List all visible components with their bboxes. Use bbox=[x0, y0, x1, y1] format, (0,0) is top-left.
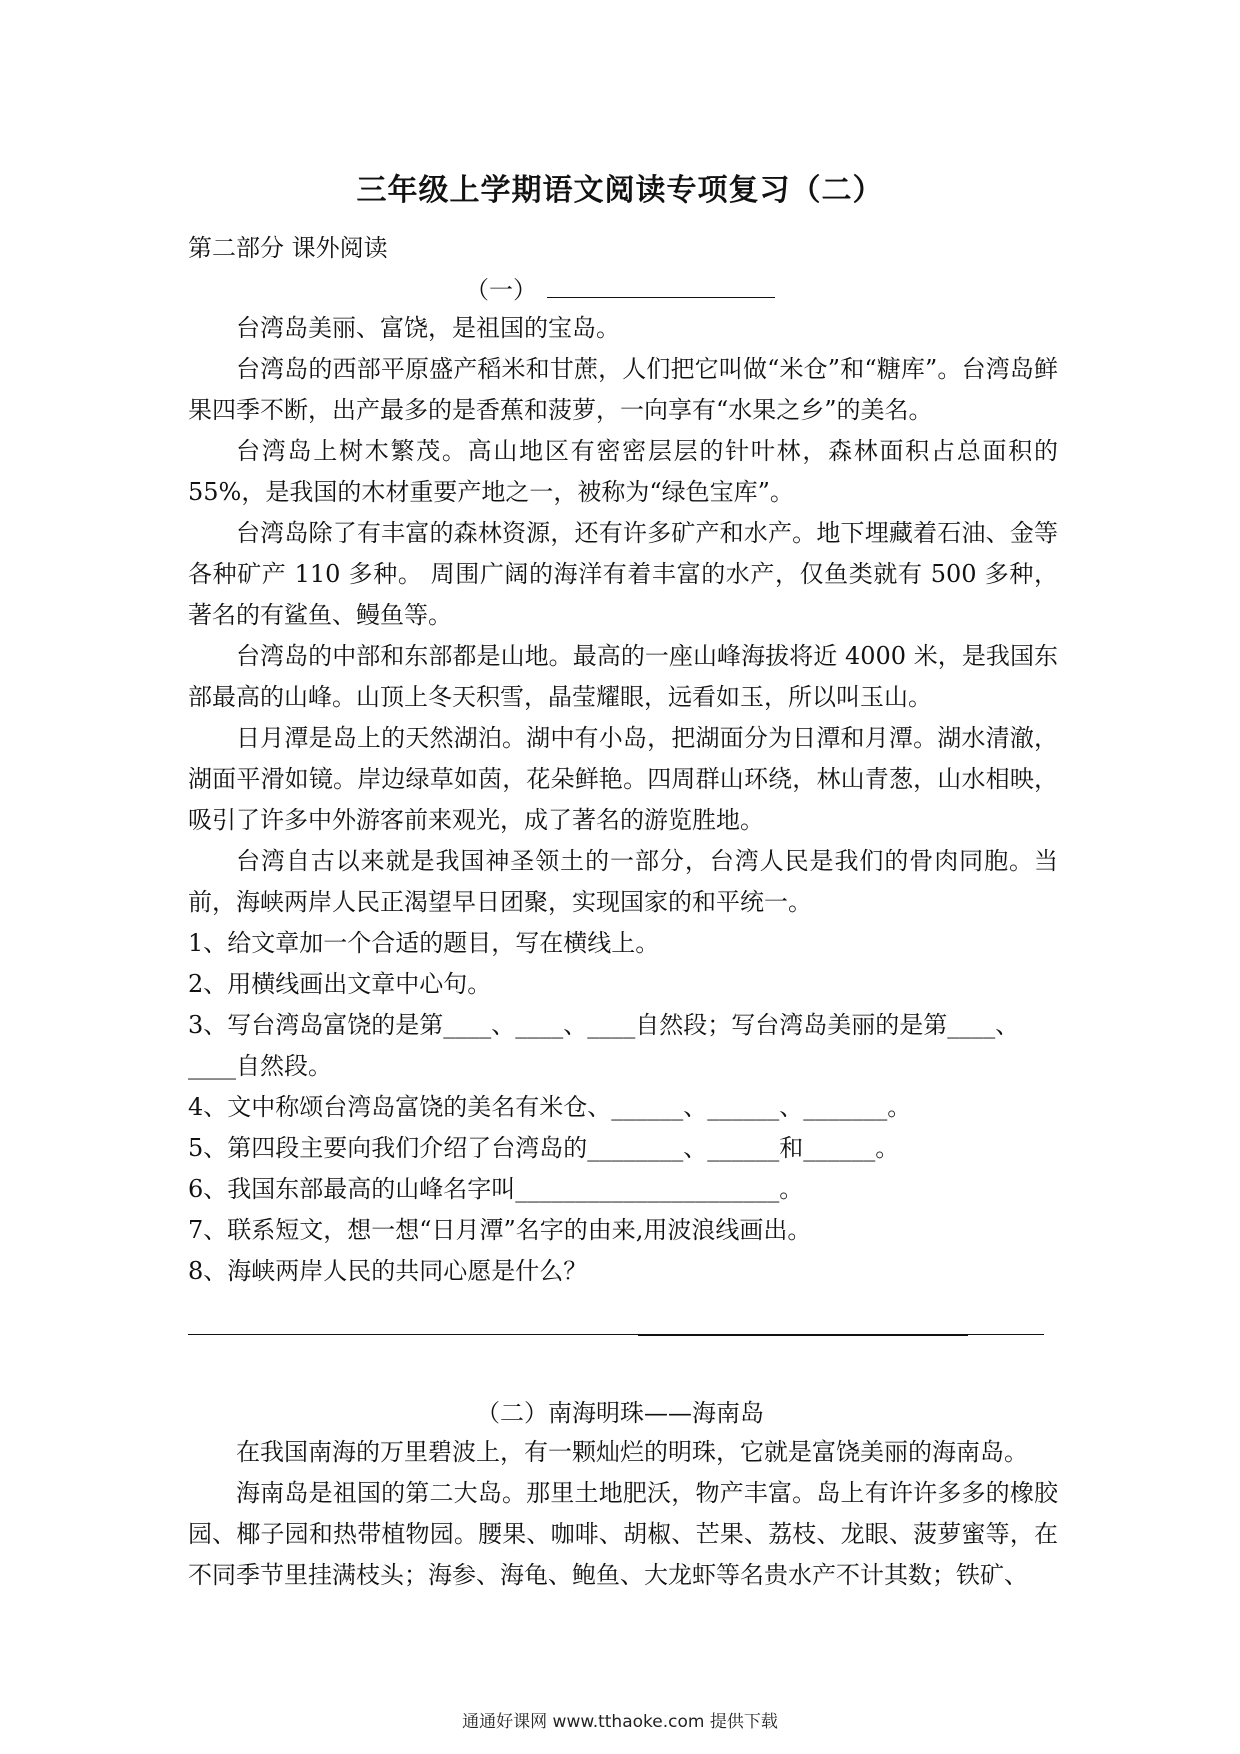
paragraph: 在我国南海的万里碧波上，有一颗灿烂的明珠，它就是富饶美丽的海南岛。 bbox=[236, 1438, 1028, 1466]
title-blank-line bbox=[547, 275, 775, 298]
passage1-body bbox=[188, 308, 1058, 1292]
document-title: 三年级上学期语文阅读专项复习（二） bbox=[356, 173, 884, 208]
answer-line bbox=[188, 1334, 1044, 1335]
question: 3、写台湾岛富饶的是第____、____、____自然段；写台湾岛美丽的是第____、____自然段。 bbox=[188, 1011, 1020, 1080]
section-label: 第二部分 课外阅读 bbox=[188, 234, 388, 262]
question: 7、联系短文，想一想“日月潭”名字的由来,用波浪线画出。 bbox=[188, 1216, 812, 1244]
passage2-heading: （二）南海明珠——海南岛 bbox=[476, 1399, 764, 1427]
passage1-label: （一） bbox=[465, 276, 537, 304]
paragraph: 台湾自古以来就是我国神圣领土的一部分，台湾人民是我们的骨肉同胞。当前，海峡两岸人民正渴望早日团聚，实现国家的和平统一。 bbox=[188, 847, 1058, 916]
question: 1、给文章加一个合适的题目，写在横线上。 bbox=[188, 929, 660, 957]
answer-line-segment bbox=[638, 1334, 968, 1336]
paragraph: 台湾岛的西部平原盛产稻米和甘蔗，人们把它叫做“米仓”和“糖库”。台湾岛鲜果四季不断，出产最多的是香蕉和菠萝，一向享有“水果之乡”的美名。 bbox=[188, 355, 1058, 424]
question: 4、文中称颂台湾岛富饶的美名有米仓、______、______、_______。 bbox=[188, 1093, 912, 1121]
paragraph: 台湾岛的中部和东部都是山地。最高的一座山峰海拔将近 4000 米，是我国东部最高的山峰。山顶上冬天积雪，晶莹耀眼，远看如玉，所以叫玉山。 bbox=[188, 642, 1058, 711]
paragraph: 台湾岛美丽、富饶，是祖国的宝岛。 bbox=[236, 314, 620, 342]
paragraph: 台湾岛除了有丰富的森林资源，还有许多矿产和水产。地下埋藏着石油、金等各种矿产 110 多种。 周围广阔的海洋有着丰富的水产，仅鱼类就有 500 多种，著名的有鲨鱼、鳗鱼等。 bbox=[188, 519, 1058, 629]
passage2-body bbox=[188, 1432, 1058, 1596]
paragraph: 海南岛是祖国的第二大岛。那里土地肥沃，物产丰富。岛上有许许多多的橡胶园、椰子园和热带植物园。腰果、咖啡、胡椒、芒果、荔枝、龙眼、菠萝蜜等，在不同季节里挂满枝头；海参、海龟、鲍鱼、大龙虾等名贵水产不计其数；铁矿、 bbox=[188, 1479, 1058, 1589]
question: 8、海峡两岸人民的共同心愿是什么？ bbox=[188, 1257, 588, 1285]
question: 5、第四段主要向我们介绍了台湾岛的________、______和______。 bbox=[188, 1134, 900, 1162]
question: 2、用横线画出文章中心句。 bbox=[188, 970, 492, 998]
question: 6、我国东部最高的山峰名字叫______________________。 bbox=[188, 1175, 804, 1203]
paragraph: 日月潭是岛上的天然湖泊。湖中有小岛，把湖面分为日潭和月潭。湖水清澈，湖面平滑如镜。岸边绿草如茵，花朵鲜艳。四周群山环绕，林山青葱，山水相映，吸引了许多中外游客前来观光，成了著名的游览胜地。 bbox=[188, 724, 1058, 834]
footer-credit: 通通好课网 www.tthaoke.com 提供下载 bbox=[462, 1712, 778, 1732]
paragraph: 台湾岛上树木繁茂。高山地区有密密层层的针叶林，森林面积占总面积的55%，是我国的木材重要产地之一，被称为“绿色宝库”。 bbox=[188, 437, 1058, 506]
passage1-heading bbox=[0, 270, 1240, 305]
